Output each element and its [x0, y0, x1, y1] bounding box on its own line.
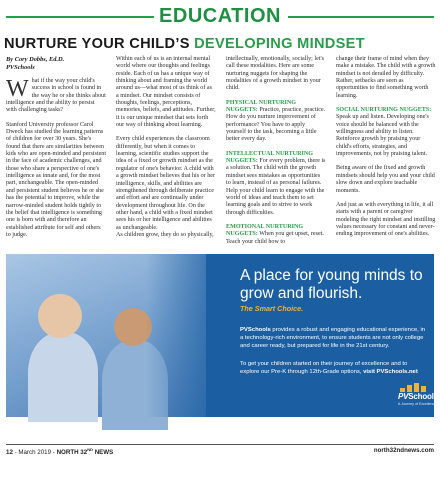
photo-fade	[146, 254, 236, 417]
ad-copy-text: provides a robust and engaging educational experience, in a technology-rich environment, to ensure students are not only college and career ready, but prepared for life in the 21st century.	[240, 327, 426, 350]
nugget-subhead: INTELLECTUAL NURTURING NUGGETS:	[226, 150, 313, 165]
footer-issue: - March 2019 -	[12, 449, 57, 457]
section-title: EDUCATION	[159, 5, 281, 27]
ad-headline: A place for young minds to grow and flourish.	[240, 267, 423, 302]
paragraph: change their frame of mind when they make a mistake. The child with a growth mindset is not derailed by difficulty. Rather, setbacks are seen as opportunities to find something worth learning.	[336, 56, 436, 99]
nugget-text: For every problem, there is a solution. The child with the growth mindset sees mistakes as opportunities to learn, instead of as personal failures. Help your child learn to engage with the world of ideas and teach them to set learning goals and to strive to work through difficulties.	[226, 158, 326, 216]
ad-tagline: The Smart Choice.	[240, 304, 304, 313]
byline-author: By Cory Dobbs, Ed.D.	[6, 56, 65, 63]
nugget-subhead: PHYSICAL NURTURING NUGGETS:	[226, 99, 297, 114]
nugget-paragraph	[226, 100, 326, 144]
article-column-1	[6, 56, 106, 239]
logo-subtitle: A Journey of Excellence	[398, 402, 437, 406]
paragraph: Stanford University professor Carol Dweck has studied the learning patterns of children for over 30 years. She's found that there are similarities between kids who are open-minded and persistent in the face of academic challenges, and those who share a perspective of one's intelligence as innate and, for the most part, unchangeable. The open-minded and persistent student believes he or she has the potential to improve, while the narrow-minded student holds tightly to the belief that intelligence is something one is born with and therefore an established attribute for self and others to judge.	[6, 121, 107, 238]
headline-part-2: DEVELOPING MINDSET	[194, 36, 365, 52]
paragraph: Every child experiences the classroom differently, but when it comes to learning, scientific studies support the idea of a fixed or growth mindset as the regulator of one's behavior. A child with a growth mindset believes that his or her intelligence, skills, and abilities are strengthened through deliberate practice and effort and are continually under development throughout life. On the other hand, a child with a fixed mindset sees his or her intelligence and abilities as unchangeable.	[116, 136, 215, 231]
paragraph: Within each of us is an internal mental world where our thoughts and feelings reside. Each of us has a unique way of thinking about and framing the world around us—what most of us think of as a mindset. Our mindset consists of thoughts, feelings, perceptions, memories, beliefs, and attitudes. Further, it is our unique mindset that sets forth our way of thinking about learning.	[116, 56, 216, 129]
article-column-4	[336, 56, 436, 239]
paragraph	[6, 78, 106, 115]
pvschools-advertisement	[6, 254, 438, 417]
logo-name: PVSchools	[398, 392, 438, 401]
article-column-2	[116, 56, 216, 239]
paragraph: intellectually, emotionally, socially; let's call these modalities. Here are some nurturing nuggets for shaping the modalities of a growth mindset in your child.	[226, 56, 324, 92]
drop-cap: W	[6, 76, 29, 102]
article-headline	[4, 36, 436, 52]
pvschools-logo	[398, 383, 438, 411]
headline-part-1: NURTURE YOUR CHILD’S	[4, 36, 190, 52]
student-head	[38, 294, 82, 338]
paragraph: And just as with everything in life, it all starts with a parent or caregiver modeling the right mindset and instilling values necessary for constant and never-ending improvement of one's abilities.	[336, 201, 436, 238]
section-header	[0, 6, 440, 26]
page-footer	[6, 444, 434, 456]
ad-website-link[interactable]: visit PVSchools.net	[363, 369, 418, 376]
publication-name: NORTH 32ND NEWS	[56, 447, 114, 457]
nugget-paragraph	[226, 224, 326, 246]
ad-brand: PVSchools	[240, 327, 271, 333]
ad-copy-1	[240, 326, 428, 351]
footer-website[interactable]: north32ndnews.com	[373, 447, 434, 454]
page-number: 12	[6, 449, 13, 457]
paragraph-text: hat if the way your child's success in school is found in the way he or she thinks about intelligence and the ability to persist with challenging tasks?	[6, 78, 106, 114]
paragraph: As children grow, they do so physically,	[116, 231, 214, 238]
byline-org: PVSchools	[6, 63, 35, 71]
ad-copy-2	[240, 360, 428, 376]
article-column-3	[226, 56, 326, 246]
nugget-paragraph	[336, 107, 436, 158]
nugget-paragraph	[226, 151, 326, 217]
nugget-subhead: SOCIAL NURTURING NUGGETS:	[336, 107, 432, 114]
ad-copy-text: To get your children started on their journey of excellence and to explore our Pre-K through 12th-Grade options,	[240, 361, 408, 376]
student-figure	[28, 332, 98, 422]
section-rule-right	[288, 16, 434, 18]
nugget-text: Speak up and listen. Developing one's voice should be balanced with the willingness and ability to listen. Reinforce growth by praising your child's efforts, strategies, and improvements, not by praising talent.	[336, 114, 429, 158]
nugget-subhead: EMOTIONAL NURTURING NUGGETS:	[226, 223, 304, 238]
footer-page-info	[6, 447, 113, 456]
nugget-text: Practice, practice, practice. How do you nurture improvement of performance? You have to apply yourself to the task, becoming a little better every day.	[226, 107, 326, 143]
nugget-text: When you get upset, reset. Teach your child how to	[226, 231, 324, 245]
logo-mark-icon	[400, 383, 426, 392]
paragraph: Being aware of the fixed and growth mindsets should help you and your child slow down and explore teachable moments.	[336, 165, 435, 194]
